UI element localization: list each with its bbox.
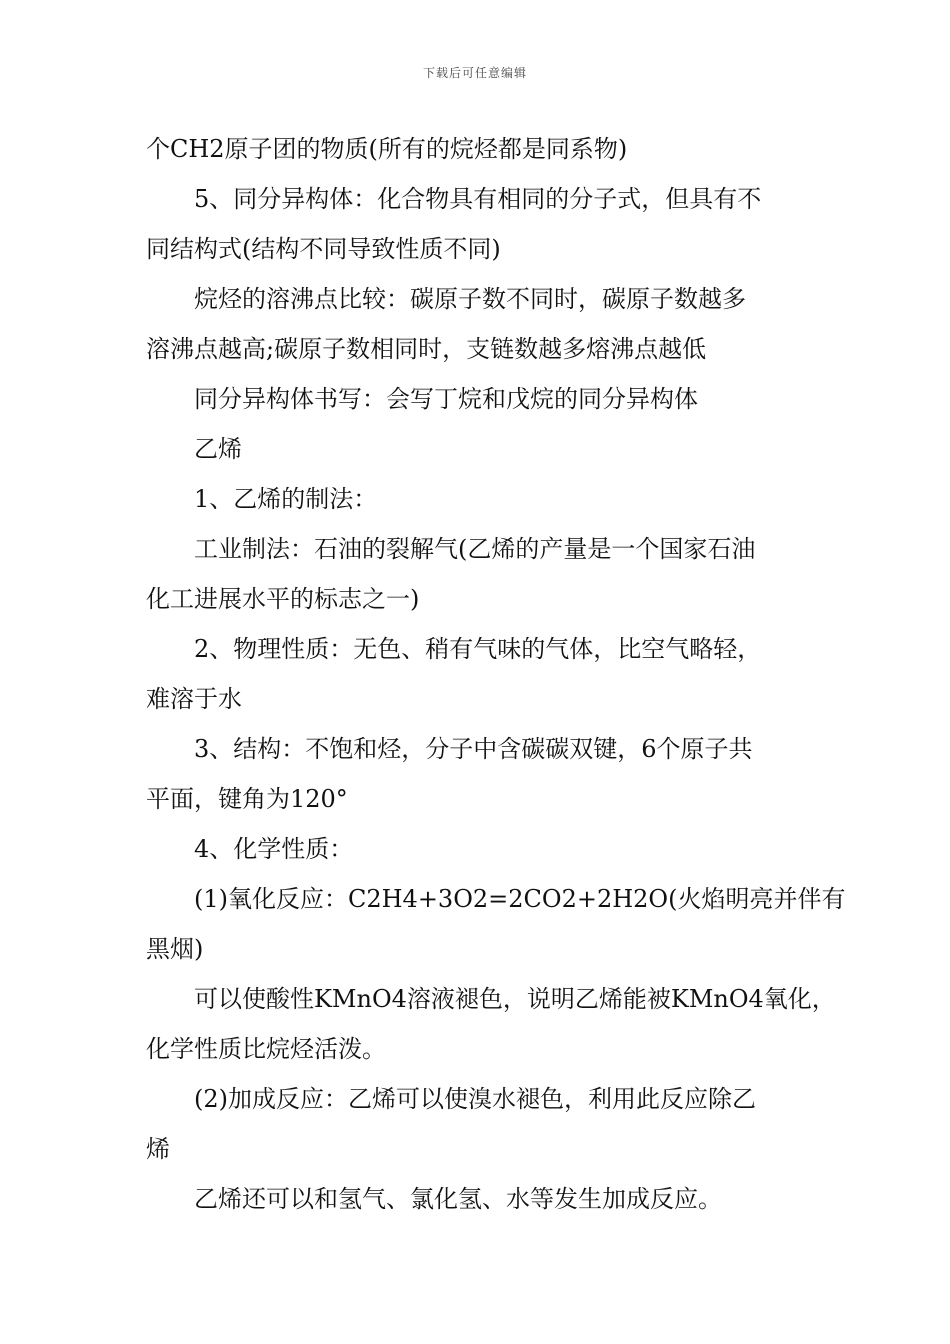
text-line: 溶沸点越高;碳原子数相同时，支链数越多熔沸点越低: [146, 335, 707, 363]
text-line: 工业制法：石油的裂解气(乙烯的产量是一个国家石油: [194, 535, 756, 563]
section-heading: 乙烯: [194, 435, 242, 463]
text-line: (2)加成反应：乙烯可以使溴水褪色，利用此反应除乙: [194, 1085, 756, 1113]
text-line: 同结构式(结构不同导致性质不同): [146, 235, 501, 263]
text-line: 可以使酸性KMnO4溶液褪色，说明乙烯能被KMnO4氧化，: [194, 985, 836, 1013]
text-line: 烯: [146, 1135, 170, 1163]
text-line: 3、结构：不饱和烃，分子中含碳碳双键，6个原子共: [194, 735, 753, 763]
text-line: 2、物理性质：无色、稍有气味的气体，比空气略轻，: [194, 635, 762, 663]
text-line: 化学性质比烷烃活泼。: [146, 1035, 386, 1063]
document-body: [146, 124, 846, 1224]
page-header: 下载后可任意编辑: [422, 66, 527, 80]
text-line: 黑烟): [146, 935, 204, 963]
text-line: (1)氧化反应：C2H4+3O2=2CO2+2H2O(火焰明亮并伴有: [194, 885, 846, 913]
text-line: 5、同分异构体：化合物具有相同的分子式，但具有不: [194, 185, 762, 213]
text-line: 乙烯还可以和氢气、氯化氢、水等发生加成反应。: [194, 1185, 722, 1213]
text-line: 4、化学性质：: [194, 835, 354, 863]
text-line: 同分异构体书写：会写丁烷和戊烷的同分异构体: [194, 385, 698, 413]
text-line: 1、乙烯的制法：: [194, 485, 378, 513]
text-line: 平面，键角为120°: [146, 785, 348, 813]
text-line: 化工进展水平的标志之一): [146, 585, 420, 613]
text-line: 个CH2原子团的物质(所有的烷烃都是同系物): [146, 135, 628, 163]
text-line: 难溶于水: [146, 685, 242, 713]
text-line: 烷烃的溶沸点比较：碳原子数不同时，碳原子数越多: [194, 285, 746, 313]
